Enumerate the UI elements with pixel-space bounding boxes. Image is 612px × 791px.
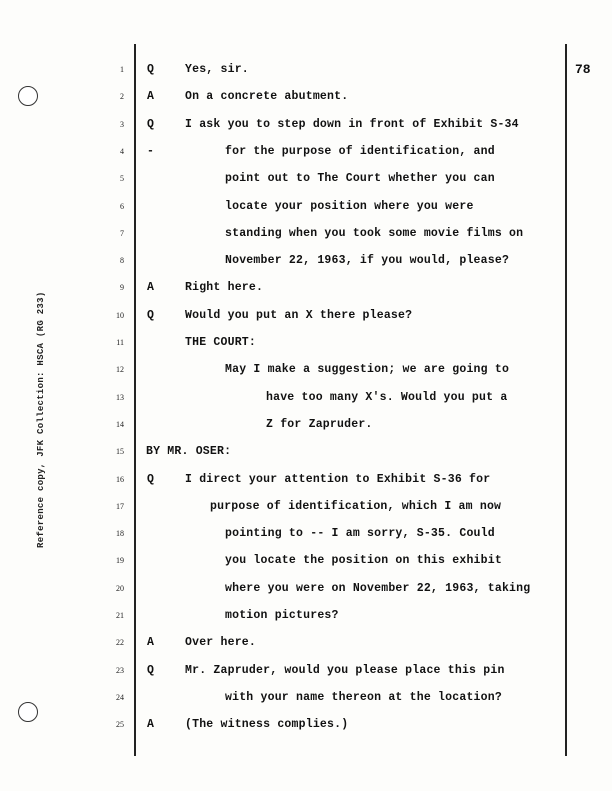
line-number: 4 <box>120 146 124 156</box>
transcript-line-text: On a concrete abutment. <box>185 90 349 104</box>
transcript-line-text: I direct your attention to Exhibit S-36 for <box>185 472 491 486</box>
line-number: 1 <box>120 65 124 74</box>
transcript-line-text: where you were on November 22, 1963, taking <box>225 581 531 595</box>
transcript-line-text: purpose of identification, which I am now <box>210 499 502 513</box>
transcript-line-text: standing when you took some movie films on <box>225 226 524 240</box>
transcript-line-text: for the purpose of identification, and <box>225 144 495 158</box>
transcript-line-text: Yes, sir. <box>185 63 249 76</box>
transcript-line-text: with your name thereon at the location? <box>225 690 502 704</box>
transcript-line-text: Would you put an X there please? <box>185 308 413 322</box>
speaker-marker: Q <box>147 63 154 76</box>
line-number: 3 <box>120 119 124 129</box>
line-number: 23 <box>116 665 124 675</box>
binder-hole-top <box>18 86 38 106</box>
transcript-line-text: Over here. <box>185 636 257 650</box>
line-number: 8 <box>120 256 124 266</box>
line-number: 22 <box>116 638 124 648</box>
transcript-line-text: May I make a suggestion; we are going to <box>225 363 510 377</box>
line-number: 20 <box>116 583 124 593</box>
line-number: 18 <box>116 529 124 539</box>
line-number: 17 <box>116 501 124 511</box>
line-number: 15 <box>116 447 124 457</box>
transcript-line-text: have too many X's. Would you put a <box>266 390 508 404</box>
line-number: 6 <box>120 201 124 211</box>
transcript-line-text: locate your position where you were <box>225 199 474 213</box>
speaker-marker: Q <box>147 308 154 322</box>
speaker-marker: Q <box>147 117 154 131</box>
transcript-line-text: motion pictures? <box>225 609 339 622</box>
line-number: 10 <box>116 310 124 320</box>
line-number: 9 <box>120 283 124 293</box>
line-number: 19 <box>116 556 124 566</box>
line-number: 25 <box>116 720 124 730</box>
line-number: 14 <box>116 419 124 429</box>
line-number: 12 <box>116 365 124 375</box>
transcript-line-text: I ask you to step down in front of Exhibit S-34 <box>185 117 519 131</box>
speaker-marker: A <box>147 636 154 650</box>
line-number: 13 <box>116 392 124 402</box>
line-number: 5 <box>120 174 124 184</box>
transcript-line-text: THE COURT: <box>185 336 257 349</box>
binder-hole-bottom <box>18 702 38 722</box>
speaker-marker: A <box>147 281 154 295</box>
transcript-line-text: Z for Zapruder. <box>266 417 373 431</box>
line-number: 16 <box>116 474 124 484</box>
transcript-line-text: pointing to -- I am sorry, S-35. Could <box>225 527 495 541</box>
archive-reference-label: Reference copy, JFK Collection: HSCA (RG 233) <box>36 291 46 548</box>
speaker-marker: A <box>147 718 154 732</box>
line-number: 7 <box>120 228 124 238</box>
transcript-line-text: November 22, 1963, if you would, please? <box>225 254 510 268</box>
speaker-marker: A <box>147 90 154 104</box>
transcript-line-text: BY MR. OSER: <box>146 445 232 459</box>
line-number: 24 <box>116 692 124 702</box>
speaker-marker: Q <box>147 663 154 677</box>
right-margin-rule <box>565 44 567 756</box>
line-number: 2 <box>120 92 124 102</box>
speaker-marker: Q <box>147 472 154 486</box>
left-margin-rule <box>134 44 136 756</box>
line-number: 11 <box>116 338 124 347</box>
line-number: 21 <box>116 611 124 620</box>
transcript-line-text: (The witness complies.) <box>185 718 349 732</box>
transcript-line-text: Right here. <box>185 281 264 295</box>
page-number: 78 <box>575 62 591 77</box>
speaker-marker: - <box>147 144 154 158</box>
transcript-line-text: you locate the position on this exhibit <box>225 554 502 568</box>
transcript-line-text: Mr. Zapruder, would you please place this pin <box>185 663 505 677</box>
transcript-line-text: point out to The Court whether you can <box>225 172 495 186</box>
